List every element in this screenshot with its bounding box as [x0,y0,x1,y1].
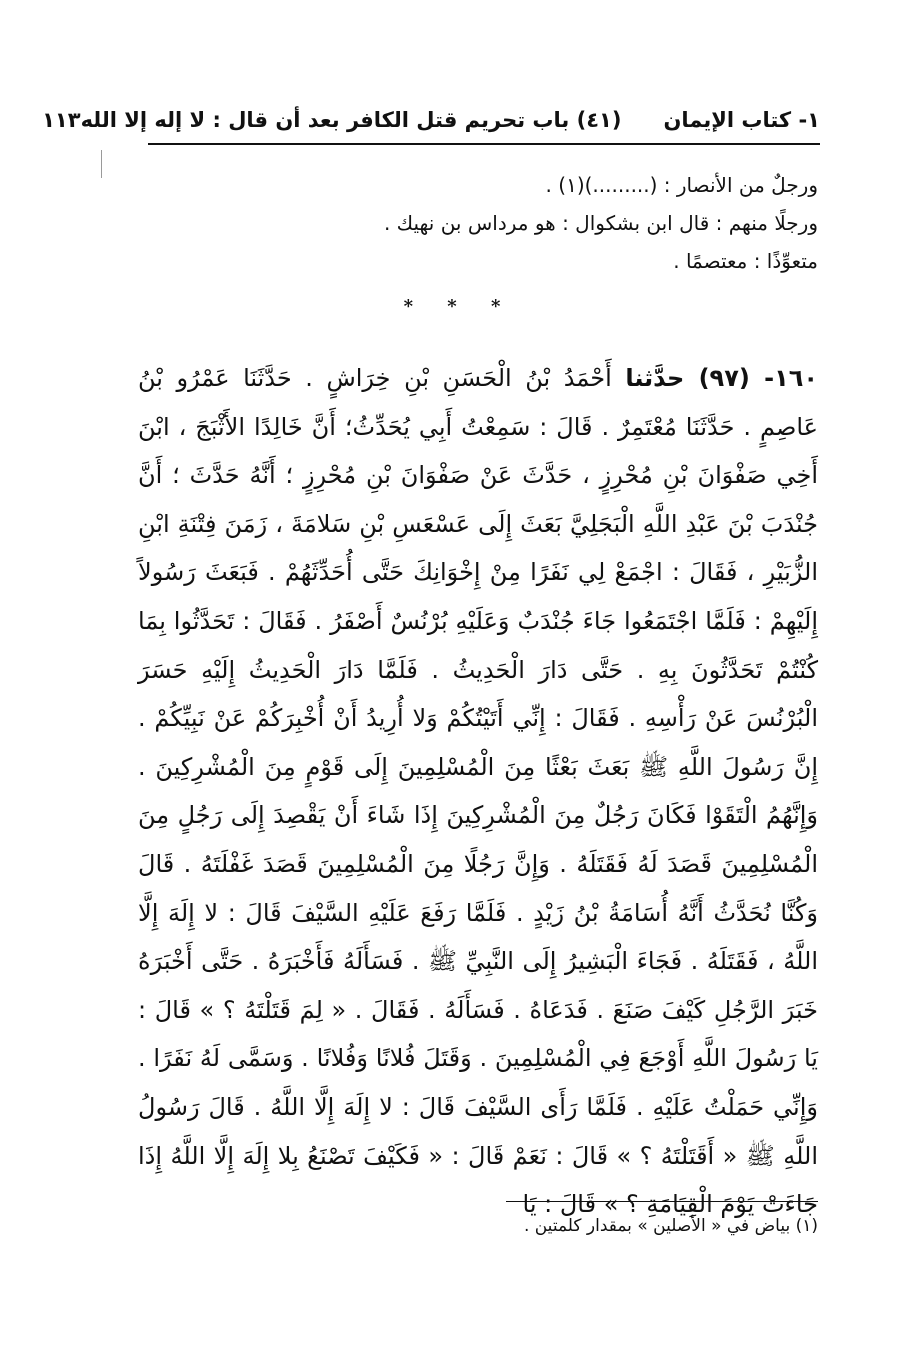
page-number: ١١٣ [42,108,81,132]
section-title: (٤١) باب تحريم قتل الكافر بعد أن قال : لا إله إلا الله [80,108,622,132]
hadith-body: أَحْمَدُ بْنُ الْحَسَنِ بْنِ خِرَاشٍ . حَدَّثَنَا عَمْرُو بْنُ عَاصِمٍ . حَدَّثَنَا مُعْتَمِرٌ . قَالَ : سَمِعْتُ أَبِي يُحَدِّثُ؛ أَنَّ خَالِدًا الأَثْبَجَ ، ابْنَ أَخِي صَفْوَانَ بْنِ مُحْرِزٍ ، حَدَّثَ عَنْ صَفْوَانَ بْنِ مُحْرِزٍ ؛ أَنَّهُ حَدَّثَ ؛ أَنَّ جُنْدَبَ بْنَ عَبْدِ اللَّهِ الْبَجَلِيَّ بَعَثَ إِلَى عَسْعَسِ بْنِ سَلامَةَ ، زَمَنَ فِتْنَةِ ابْنِ الزُّبَيْرِ ، فَقَالَ : اجْمَعْ لِي نَفَرًا مِنْ إِخْوَانِكَ حَتَّى أُحَدِّثَهُمْ . فَبَعَثَ رَسُولاً إِلَيْهِمْ : فَلَمَّا اجْتَمَعُوا جَاءَ جُنْدَبٌ وَعَلَيْهِ بُرْنُسٌ أَصْفَرُ . فَقَالَ : تَحَدَّثُوا بِمَا كُنْتُمْ تَحَدَّثُونَ بِهِ . حَتَّى دَارَ الْحَدِيثُ . فَلَمَّا دَارَ الْحَدِيثُ إِلَيْهِ حَسَرَ الْبُرْنُسَ عَنْ رَأْسِهِ . فَقَالَ : إِنِّي أَتَيْتُكُمْ وَلا أُرِيدُ أَنْ أُخْبِرَكُمْ عَنْ نَبِيِّكُمْ . إِنَّ رَسُولَ اللَّهِ ﷺ بَعَثَ بَعْثًا مِنَ الْمُسْلِمِينَ إِلَى قَوْمٍ مِنَ الْمُشْرِكِينَ . وَإِنَّهُمُ الْتَقَوْا فَكَانَ رَجُلٌ مِنَ الْمُشْرِكِينَ إِذَا شَاءَ أَنْ يَقْصِدَ إِلَى رَجُلٍ مِنَ الْمُسْلِمِينَ قَصَدَ لَهُ فَقَتَلَهُ . وَإِنَّ رَجُلًا مِنَ الْمُسْلِمِينَ قَصَدَ غَفْلَتَهُ . قَالَ وَكُنَّا نُحَدَّثُ أَنَّهُ أُسَامَةُ بْنُ زَيْدٍ . فَلَمَّا رَفَعَ عَلَيْهِ السَّيْفَ قَالَ : لا إِلَهَ إِلَّا اللَّهُ ، فَقَتَلَهُ . فَجَاءَ الْبَشِيرُ إِلَى النَّبِيِّ ﷺ . فَسَأَلَهُ فَأَخْبَرَهُ . حَتَّى أَخْبَرَهُ خَبَرَ الرَّجُلِ كَيْفَ صَنَعَ . فَدَعَاهُ . فَسَأَلَهُ . فَقَالَ . « لِمَ قَتَلْتَهُ ؟ » قَالَ : يَا رَسُولَ اللَّهِ أَوْجَعَ فِي الْمُسْلِمِينَ . وَقَتَلَ فُلانًا وَفُلانًا . وَسَمَّى لَهُ نَفَرًا . وَإِنِّي حَمَلْتُ عَلَيْهِ . فَلَمَّا رَأَى السَّيْفَ قَالَ : لا إِلَهَ إِلَّا اللَّهُ . قَالَ رَسُولُ اللَّهِ ﷺ « أَقَتَلْتَهُ ؟ » قَالَ : نَعَمْ قَالَ : « فَكَيْفَ تَصْنَعُ بِلا إِلَهَ إِلَّا اللَّهُ إِذَا جَاءَتْ يَوْمَ الْقِيَامَةِ ؟ » قَالَ : يَا [138,364,818,1219]
running-header [42,108,820,142]
hadith-number: ١٦٠- (٩٧) حدَّثنا [625,364,819,392]
footnote-divider [506,1201,818,1202]
glossary-notes [150,166,818,280]
hadith-text [138,354,818,1229]
footnote: (١) بياض في « الأصلين » بمقدار كلمتين . [523,1216,818,1236]
header-divider [148,143,820,145]
note-line: ورجلٌ من الأنصار : (.........)(١) . [545,173,818,197]
note-line: متعوِّذًا : معتصمًا . [673,249,818,273]
margin-mark [101,150,102,178]
note-line: ورجلًا منهم : قال ابن بشكوال : هو مرداس بن نهيك . [383,211,818,235]
section-separator: * * * [403,296,515,317]
chapter-title: ١- كتاب الإيمان [663,108,820,132]
